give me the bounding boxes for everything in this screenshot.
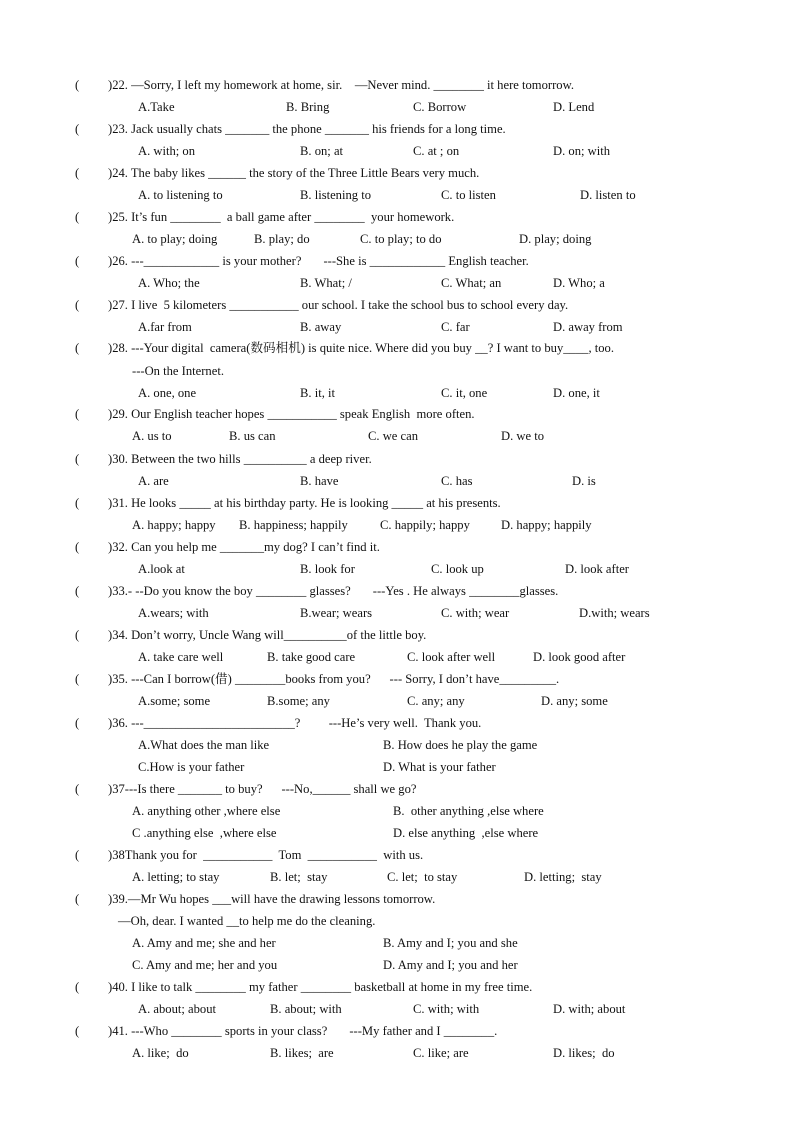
- answer-option: C. with; wear: [441, 606, 510, 620]
- answer-option: B.some; any: [267, 694, 330, 708]
- answer-option: B. likes; are: [270, 1046, 334, 1060]
- answer-option: D. play; doing: [519, 232, 592, 246]
- answer-option: B. away: [300, 320, 342, 334]
- answer-option: D. letting; stay: [524, 870, 602, 884]
- answer-blank-paren[interactable]: (: [75, 254, 80, 268]
- answer-option: A. letting; to stay: [132, 870, 220, 884]
- answer-option: C. it, one: [441, 386, 488, 400]
- question-stem: )23. Jack usually chats _______ the phone _______ his friends for a long time.: [108, 122, 506, 136]
- answer-option: D. Lend: [553, 100, 595, 114]
- answer-option: C. Borrow: [413, 100, 467, 114]
- question-stem: )26. ---____________ is your mother? ---She is ____________ English teacher.: [108, 254, 529, 268]
- answer-blank-paren[interactable]: (: [75, 892, 80, 906]
- answer-option: B. What; /: [300, 276, 352, 290]
- question-stem: )29. Our English teacher hopes ___________ speak English more often.: [108, 407, 475, 421]
- answer-option: C. at ; on: [413, 144, 460, 158]
- answer-option: A. are: [138, 474, 169, 488]
- answer-option: C. Amy and me; her and you: [132, 958, 278, 972]
- answer-option: C. look up: [431, 562, 484, 576]
- answer-blank-paren[interactable]: (: [75, 210, 80, 224]
- answer-option: D. with; about: [553, 1002, 626, 1016]
- answer-blank-paren[interactable]: (: [75, 78, 80, 92]
- answer-option: B. look for: [300, 562, 355, 576]
- answer-option: A. to listening to: [138, 188, 223, 202]
- answer-option: D. one, it: [553, 386, 600, 400]
- answer-blank-paren[interactable]: (: [75, 848, 80, 862]
- question-stem: )25. It’s fun ________ a ball game after ________ your homework.: [108, 210, 455, 224]
- answer-option: C. far: [441, 320, 470, 334]
- question-stem: )32. Can you help me _______my dog? I can’t find it.: [108, 540, 380, 554]
- answer-option: A.look at: [138, 562, 185, 576]
- answer-option: C. we can: [368, 429, 419, 443]
- answer-option: D. on; with: [553, 144, 611, 158]
- answer-option: D. away from: [553, 320, 623, 334]
- answer-option: B. take good care: [267, 650, 356, 664]
- answer-option: D. look after: [565, 562, 629, 576]
- question-stem: )30. Between the two hills __________ a deep river.: [108, 452, 372, 466]
- answer-option: B. have: [300, 474, 339, 488]
- answer-option: D. listen to: [580, 188, 636, 202]
- answer-option: B. Amy and I; you and she: [383, 936, 518, 950]
- answer-option: A. take care well: [138, 650, 224, 664]
- question-stem: )24. The baby likes ______ the story of the Three Little Bears very much.: [108, 166, 480, 180]
- question-stem: )22. —Sorry, I left my homework at home, sir. —Never mind. ________ it here tomorrow.: [108, 78, 574, 92]
- answer-option: A.wears; with: [138, 606, 209, 620]
- answer-option: A.What does the man like: [138, 738, 270, 752]
- answer-option: A.some; some: [138, 694, 211, 708]
- answer-option: A. about; about: [138, 1002, 216, 1016]
- answer-option: C. like; are: [413, 1046, 469, 1060]
- answer-option: C. with; with: [413, 1002, 480, 1016]
- answer-option: D. Who; a: [553, 276, 605, 290]
- answer-option: D. any; some: [541, 694, 608, 708]
- answer-option: C. look after well: [407, 650, 496, 664]
- answer-option: C. let; to stay: [387, 870, 458, 884]
- question-stem-continued: ---On the Internet.: [132, 364, 224, 378]
- answer-option: A. like; do: [132, 1046, 189, 1060]
- answer-option: C .anything else ,where else: [132, 826, 277, 840]
- answer-blank-paren[interactable]: (: [75, 672, 80, 686]
- answer-blank-paren[interactable]: (: [75, 452, 80, 466]
- answer-option: C. to play; to do: [360, 232, 442, 246]
- answer-blank-paren[interactable]: (: [75, 782, 80, 796]
- answer-option: D.with; wears: [579, 606, 650, 620]
- question-stem: )31. He looks _____ at his birthday party. He is looking _____ at his presents.: [108, 496, 501, 510]
- answer-blank-paren[interactable]: (: [75, 407, 80, 421]
- answer-option: C. to listen: [441, 188, 496, 202]
- answer-option: B. on; at: [300, 144, 344, 158]
- answer-option: D. else anything ,else where: [393, 826, 539, 840]
- answer-option: A. happy; happy: [132, 518, 216, 532]
- answer-option: B. happiness; happily: [239, 518, 348, 532]
- answer-blank-paren[interactable]: (: [75, 166, 80, 180]
- answer-blank-paren[interactable]: (: [75, 540, 80, 554]
- answer-blank-paren[interactable]: (: [75, 716, 80, 730]
- question-stem: )39.—Mr Wu hopes ___will have the drawing lessons tomorrow.: [108, 892, 436, 906]
- answer-option: C.How is your father: [138, 760, 245, 774]
- answer-option: A.far from: [138, 320, 192, 334]
- answer-option: A. one, one: [138, 386, 197, 400]
- answer-option: C. happily; happy: [380, 518, 470, 532]
- answer-option: D. Amy and I; you and her: [383, 958, 518, 972]
- answer-option: B. Bring: [286, 100, 330, 114]
- answer-option: A. Who; the: [138, 276, 200, 290]
- answer-option: A. with; on: [138, 144, 196, 158]
- answer-blank-paren[interactable]: (: [75, 298, 80, 312]
- answer-option: B.wear; wears: [300, 606, 373, 620]
- answer-option: B. let; stay: [270, 870, 328, 884]
- question-stem: )36. ---________________________? ---He’s very well. Thank you.: [108, 716, 482, 730]
- answer-blank-paren[interactable]: (: [75, 1024, 80, 1038]
- answer-option: B. it, it: [300, 386, 335, 400]
- question-stem: )37---Is there _______ to buy? ---No,______ shall we go?: [108, 782, 417, 796]
- question-stem: )28. ---Your digital camera(数码相机) is quite nice. Where did you buy __? I want to buy____, too.: [108, 341, 614, 355]
- answer-option: D. is: [572, 474, 596, 488]
- question-stem: )40. I like to talk ________ my father ________ basketball at home in my free time.: [108, 980, 533, 994]
- answer-option: B. about; with: [270, 1002, 342, 1016]
- question-stem: )35. ---Can I borrow(借) ________books from you? --- Sorry, I don’t have_________.: [108, 672, 560, 686]
- answer-blank-paren[interactable]: (: [75, 341, 80, 355]
- answer-option: A. to play; doing: [132, 232, 218, 246]
- answer-option: C. any; any: [407, 694, 465, 708]
- question-stem: )27. I live 5 kilometers ___________ our school. I take the school bus to school every day.: [108, 298, 569, 312]
- answer-blank-paren[interactable]: (: [75, 628, 80, 642]
- answer-option: B. play; do: [254, 232, 310, 246]
- answer-option: C. What; an: [441, 276, 502, 290]
- answer-option: A. anything other ,where else: [132, 804, 281, 818]
- answer-option: D. we to: [501, 429, 545, 443]
- answer-option: A.Take: [138, 100, 175, 114]
- answer-option: B. How does he play the game: [383, 738, 538, 752]
- answer-option: D. look good after: [533, 650, 626, 664]
- question-stem-continued: —Oh, dear. I wanted __to help me do the cleaning.: [118, 914, 376, 928]
- answer-option: C. has: [441, 474, 473, 488]
- question-stem: )41. ---Who ________ sports in your class? ---My father and I ________.: [108, 1024, 498, 1038]
- answer-blank-paren[interactable]: (: [75, 584, 80, 598]
- answer-blank-paren[interactable]: (: [75, 122, 80, 136]
- answer-option: B. listening to: [300, 188, 372, 202]
- answer-blank-paren[interactable]: (: [75, 496, 80, 510]
- answer-blank-paren[interactable]: (: [75, 980, 80, 994]
- answer-option: B. other anything ,else where: [393, 804, 544, 818]
- question-stem: )33.- --Do you know the boy ________ glasses? ---Yes . He always ________glasses.: [108, 584, 559, 598]
- answer-option: D. happy; happily: [501, 518, 592, 532]
- question-stem: )38Thank you for ___________ Tom ___________ with us.: [108, 848, 424, 862]
- answer-option: B. us can: [229, 429, 276, 443]
- answer-option: D. likes; do: [553, 1046, 615, 1060]
- question-stem: )34. Don’t worry, Uncle Wang will__________of the little boy.: [108, 628, 427, 642]
- answer-option: A. us to: [132, 429, 172, 443]
- answer-option: A. Amy and me; she and her: [132, 936, 276, 950]
- answer-option: D. What is your father: [383, 760, 496, 774]
